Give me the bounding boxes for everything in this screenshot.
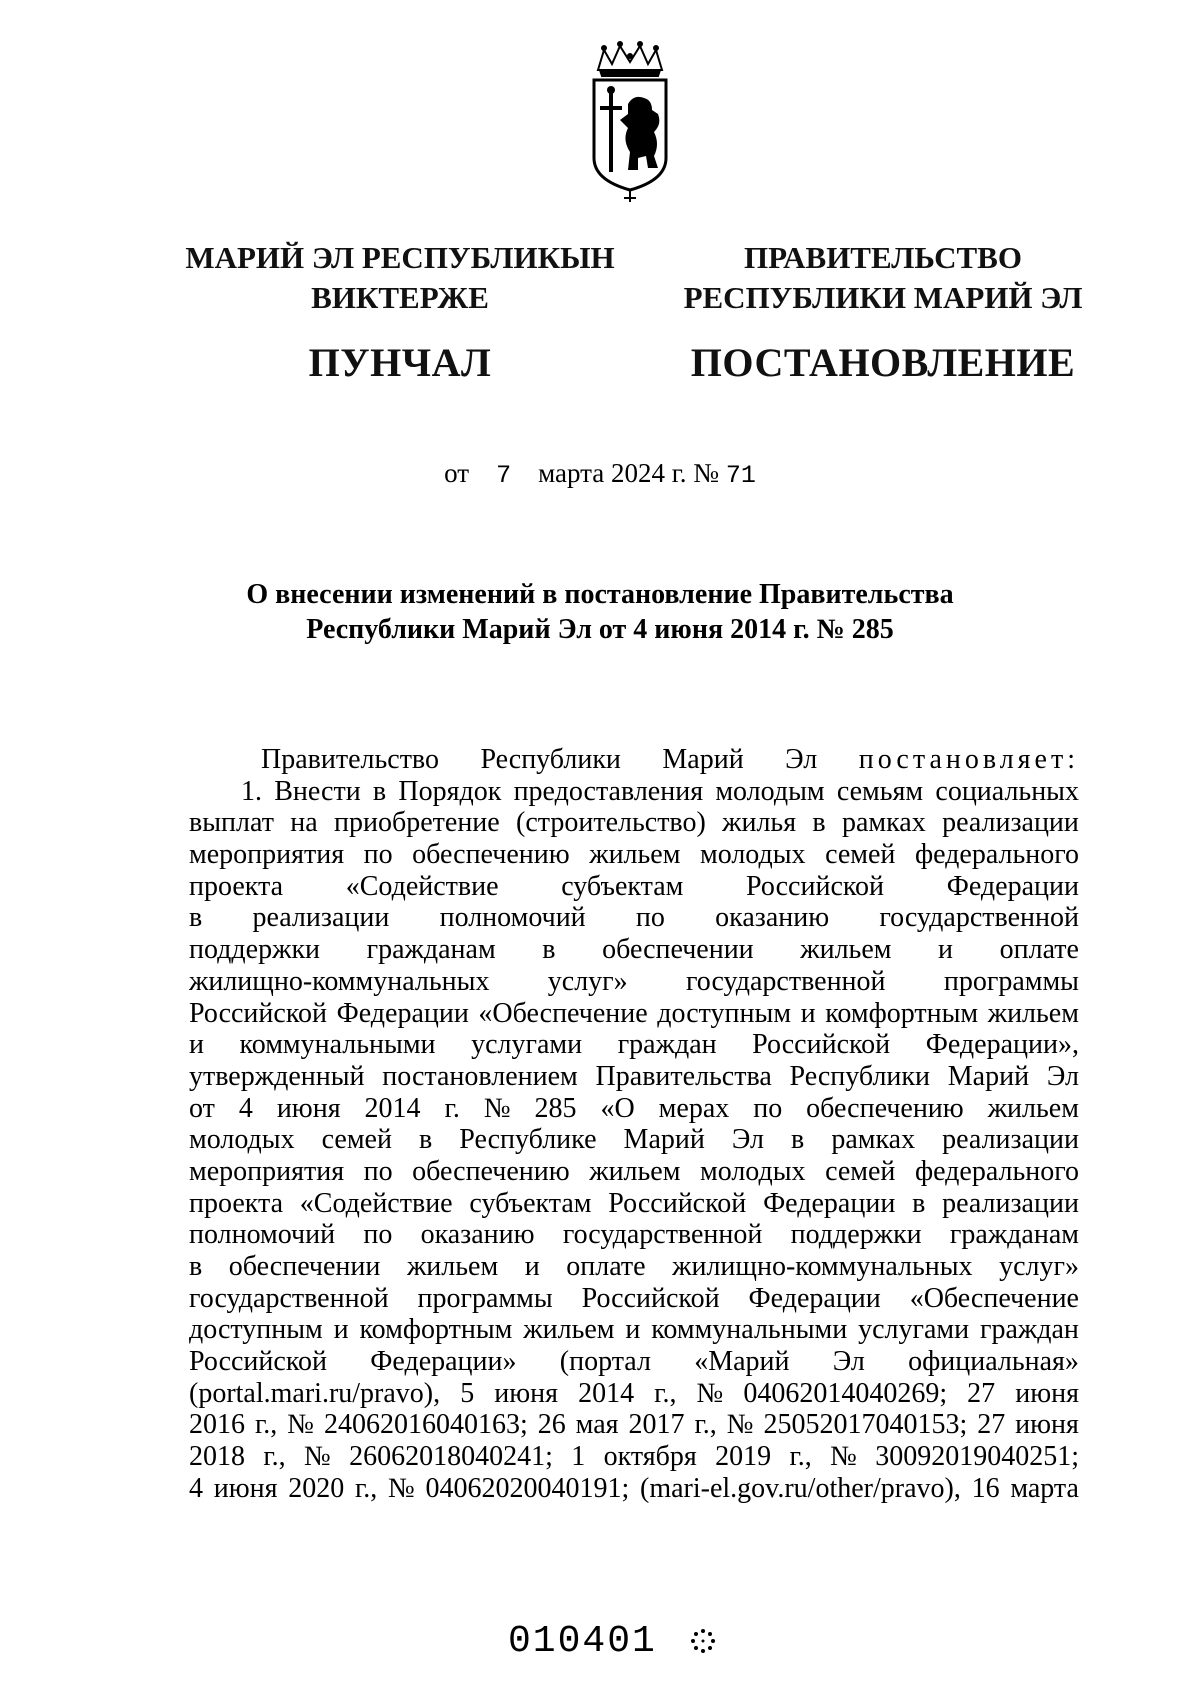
coat-of-arms-emblem xyxy=(588,40,672,206)
date-month-year: марта 2024 г. № xyxy=(538,458,720,488)
document-title xyxy=(0,577,1200,647)
document-date-line xyxy=(0,458,1200,490)
body-line: доступным и комфортным жильем и коммунальными услугами граждан xyxy=(189,1314,1079,1346)
document-body xyxy=(189,744,1079,1505)
body-line: 2018 г., № 26062018040241; 1 октября 2019 г., № 30092019040251; xyxy=(189,1441,1079,1473)
page-serial-number: 010401 xyxy=(508,1620,657,1663)
body-intro-decree: постановляет: xyxy=(858,744,1079,775)
body-line: Российской Федерации «Обеспечение доступным и комфортным жильем xyxy=(189,997,1079,1029)
body-line: молодых семей в Республике Марий Эл в рамках реализации xyxy=(189,1124,1079,1156)
header-left-line2: ВИКТЕРЖЕ xyxy=(311,280,489,315)
body-line: (portal.mari.ru/pravo), 5 июня 2014 г., № 04062014040269; 27 июня xyxy=(189,1377,1079,1409)
body-line: 1. Внести в Порядок предоставления молодым семьям социальных xyxy=(241,775,1079,807)
body-line: проекта «Содействие субъектам Российской Федерации в реализации xyxy=(189,1187,1079,1219)
body-intro xyxy=(189,744,1079,776)
header-right-line1: ПРАВИТЕЛЬСТВО xyxy=(744,240,1022,275)
asterisk-mark-icon xyxy=(688,1626,718,1656)
body-line: жилищно-коммунальных услуг» государственной программы xyxy=(189,965,1079,997)
body-line: и коммунальными услугами граждан Российской Федерации», xyxy=(189,1029,1079,1061)
document-title-line2: Республики Марий Эл от 4 июня 2014 г. № 285 xyxy=(306,614,894,645)
body-line: выплат на приобретение (строительство) жилья в рамках реализации xyxy=(189,807,1079,839)
header-left-doc-type: ПУНЧАЛ xyxy=(308,340,492,385)
body-line: полномочий по оказанию государственной поддержки гражданам xyxy=(189,1219,1079,1251)
body-line: 4 июня 2020 г., № 04062020040191; (mari-el.gov.ru/other/pravo), 16 марта xyxy=(189,1472,1079,1504)
body-line: в обеспечении жильем и оплате жилищно-коммунальных услуг» xyxy=(189,1251,1079,1282)
body-line: утвержденный постановлением Правительства Республики Марий Эл xyxy=(189,1060,1079,1092)
body-intro-prefix: Правительство Республики Марий Эл xyxy=(261,744,818,775)
document-title-line1: О внесении изменений в постановление Правительства xyxy=(246,579,954,610)
date-day: 7 xyxy=(496,461,512,490)
body-paragraph xyxy=(189,776,1079,1505)
body-line: проекта «Содействие субъектам Российской Федерации xyxy=(189,870,1079,902)
header-right-line2: РЕСПУБЛИКИ МАРИЙ ЭЛ xyxy=(683,280,1083,315)
body-line: мероприятия по обеспечению жильем молодых семей федерального xyxy=(189,1155,1079,1187)
body-line: мероприятия по обеспечению жильем молодых семей федерального xyxy=(189,839,1079,871)
body-line: от 4 июня 2014 г. № 285 «О мерах по обеспечению жильем xyxy=(189,1092,1079,1124)
document-number: 71 xyxy=(725,461,756,490)
date-prefix: от xyxy=(444,458,470,488)
body-line: государственной программы Российской Федерации «Обеспечение xyxy=(189,1282,1079,1314)
body-line: 2016 г., № 24062016040163; 26 мая 2017 г., № 25052017040153; 27 июня xyxy=(189,1409,1079,1441)
header-right-doc-type: ПОСТАНОВЛЕНИЕ xyxy=(690,340,1076,385)
header-left-line1: МАРИЙ ЭЛ РЕСПУБЛИКЫН xyxy=(185,240,615,275)
header-right xyxy=(648,238,1118,388)
body-line: в реализации полномочий по оказанию государственной xyxy=(189,902,1079,934)
body-line: поддержки гражданам в обеспечении жильем и оплате xyxy=(189,934,1079,966)
header-left xyxy=(165,238,635,388)
body-line: Российской Федерации» (портал «Марий Эл официальная» xyxy=(189,1346,1079,1378)
